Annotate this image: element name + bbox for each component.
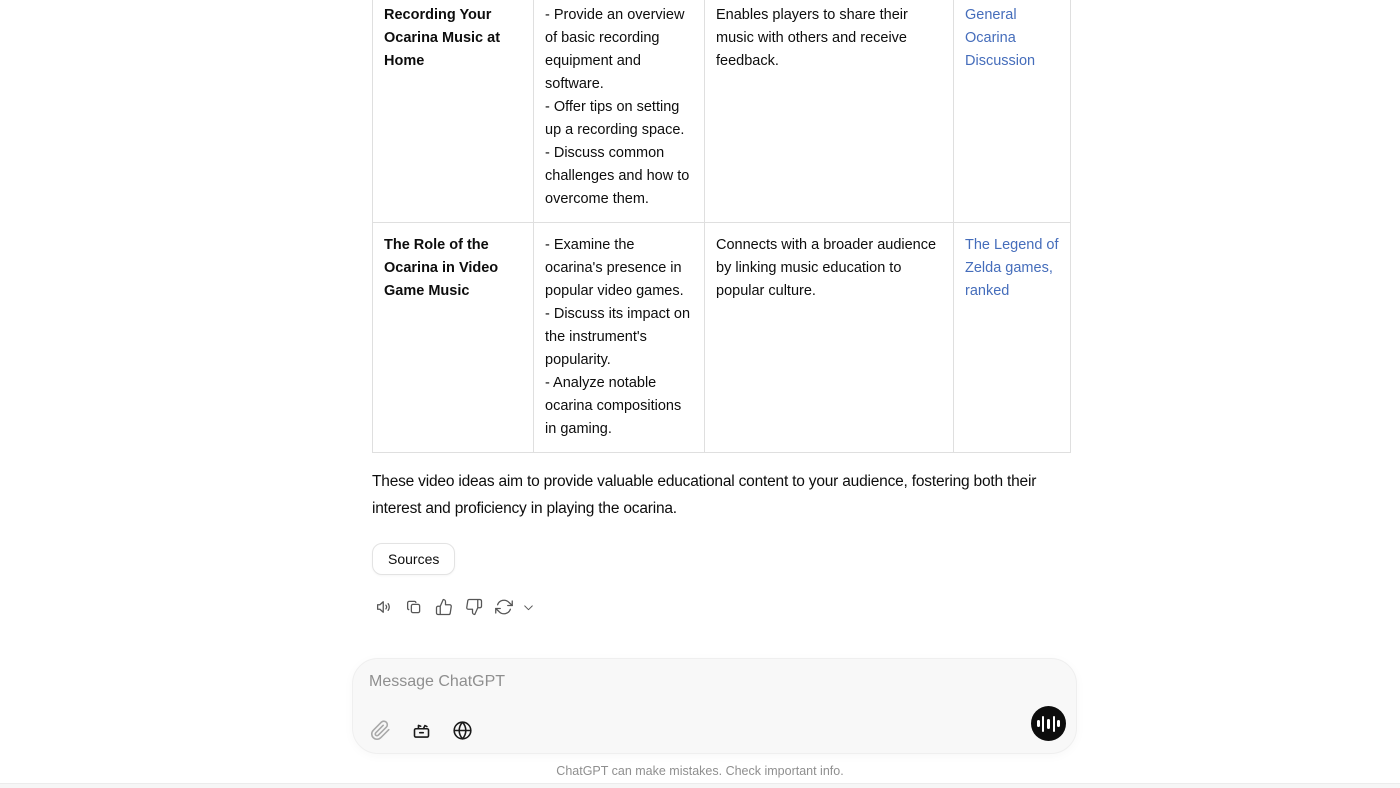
idea-title-cell: The Role of the Ocarina in Video Game Music: [373, 223, 534, 453]
chevron-down-icon: [522, 601, 535, 614]
toolbox-button[interactable]: [408, 717, 434, 743]
regenerate-icon: [495, 598, 513, 616]
globe-icon: [452, 720, 473, 741]
related-link[interactable]: General Ocarina Discussion: [965, 7, 1036, 69]
web-search-button[interactable]: [449, 717, 475, 743]
thumbs-down-button[interactable]: [462, 595, 486, 619]
voice-mode-icon: [1036, 716, 1061, 732]
idea-link-cell: [954, 223, 1071, 453]
related-link[interactable]: The Legend of Zelda games, ranked: [965, 237, 1059, 299]
regenerate-button[interactable]: [492, 595, 516, 619]
detail-bullet: - Analyze notable ocarina compositions in gaming.: [545, 375, 682, 437]
idea-details-cell: [534, 223, 705, 453]
copy-button[interactable]: [402, 595, 426, 619]
idea-details-cell: [534, 0, 705, 223]
table-row: [373, 0, 1071, 223]
thumbs-up-icon: [435, 598, 453, 616]
disclaimer-text: ChatGPT can make mistakes. Check important info.: [556, 764, 844, 778]
message-composer[interactable]: [352, 658, 1077, 754]
read-aloud-icon: [375, 598, 393, 616]
detail-bullet: - Provide an overview of basic recording equipment and software.: [545, 7, 685, 92]
composer-tools: [367, 717, 475, 743]
detail-bullet: - Examine the ocarina's presence in popular video games.: [545, 237, 684, 299]
closing-paragraph: These video ideas aim to provide valuable educational content to your audience, fostering both their interest and proficiency in playing the ocarina.: [372, 473, 1037, 517]
detail-bullet: - Discuss its impact on the instrument's popularity.: [545, 306, 691, 368]
idea-benefit-cell: Connects with a broader audience by linking music education to popular culture.: [705, 223, 954, 453]
idea-link-cell: [954, 0, 1071, 223]
more-options-button[interactable]: [516, 595, 540, 619]
message-input[interactable]: [369, 673, 1059, 703]
bottom-edge-strip: [0, 783, 1400, 788]
detail-bullet: - Offer tips on setting up a recording space.: [545, 99, 685, 138]
sources-button[interactable]: Sources: [372, 543, 455, 575]
read-aloud-button[interactable]: [372, 595, 396, 619]
message-actions-toolbar: [372, 595, 1070, 619]
thumbs-down-icon: [465, 598, 483, 616]
copy-icon: [405, 598, 423, 616]
attach-file-button[interactable]: [367, 717, 393, 743]
detail-bullet: - Discuss common challenges and how to overcome them.: [545, 145, 690, 207]
thumbs-up-button[interactable]: [432, 595, 456, 619]
toolbox-icon: [411, 720, 432, 741]
table-row: [373, 223, 1071, 453]
voice-mode-button[interactable]: [1031, 706, 1066, 741]
video-ideas-table: [372, 0, 1071, 453]
attach-icon: [370, 720, 391, 741]
idea-benefit-cell: Enables players to share their music with others and receive feedback.: [705, 0, 954, 223]
idea-title-cell: Recording Your Ocarina Music at Home: [373, 0, 534, 223]
regenerate-group: [492, 595, 540, 619]
assistant-message: [372, 0, 1070, 619]
